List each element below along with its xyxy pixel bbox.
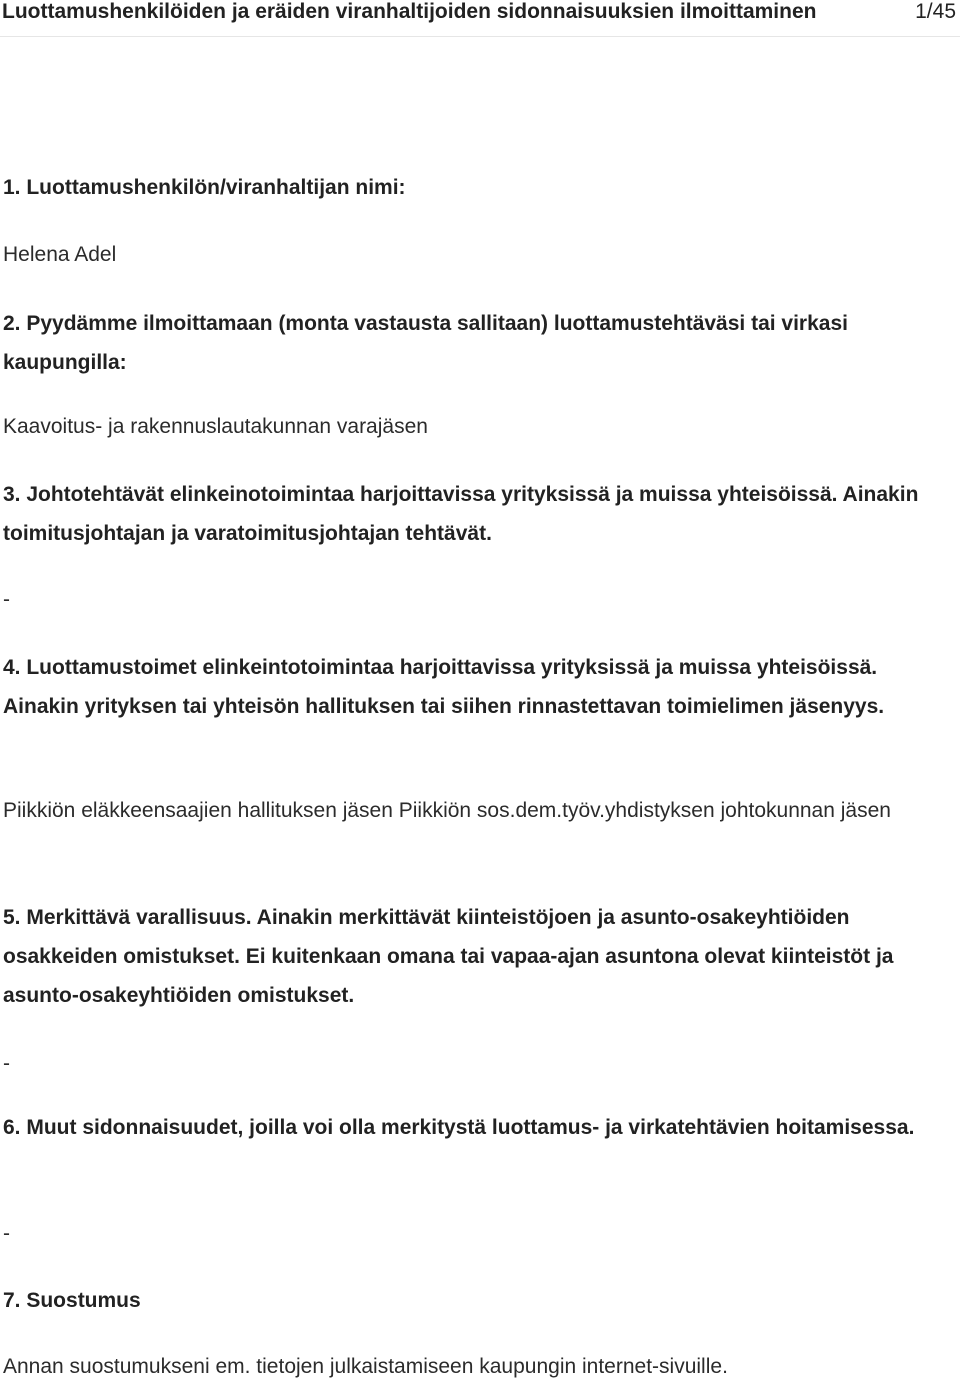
answer-2: Kaavoitus- ja rakennuslautakunnan varajäsen [3, 415, 428, 438]
answer-6: - [3, 1222, 10, 1245]
question-2: 2. Pyydämme ilmoittamaan (monta vastausta sallitaan) luottamustehtäväsi tai virkasi kaupungilla: [3, 312, 848, 374]
page-header [2, 0, 958, 24]
answer-3: - [3, 588, 10, 611]
answer-5: - [3, 1052, 10, 1075]
header-divider [0, 36, 960, 37]
question-1: 1. Luottamushenkilön/viranhaltijan nimi: [3, 176, 406, 199]
question-6: 6. Muut sidonnaisuudet, joilla voi olla merkitystä luottamus- ja virkatehtävien hoitamisessa. [3, 1116, 915, 1139]
question-7: 7. Suostumus [3, 1289, 141, 1312]
answer-1: Helena Adel [3, 243, 117, 266]
answer-4: Piikkiön eläkkeensaajien hallituksen jäsen Piikkiön sos.dem.työv.yhdistyksen johtokunnan jäsen [3, 799, 891, 822]
document-title: Luottamushenkilöiden ja eräiden viranhaltijoiden sidonnaisuuksien ilmoittaminen [2, 0, 817, 23]
answer-7: Annan suostumukseni em. tietojen julkaistamiseen kaupungin internet-sivuille. [3, 1355, 728, 1378]
page-number: 1/45 [915, 0, 956, 23]
question-5: 5. Merkittävä varallisuus. Ainakin merkittävät kiinteistöjoen ja asunto-osakeyhtiöiden osakkeiden omistukset. Ei kuitenkaan omana tai vapaa-ajan asuntona olevat kiinteistöt ja asunto-osakeyhtiöiden omistukset. [3, 906, 894, 1007]
question-4: 4. Luottamustoimet elinkeintotoimintaa harjoittavissa yrityksissä ja muissa yhteisöissä. Ainakin yrityksen tai yhteisön hallituksen tai siihen rinnastettavan toimielimen jäsenyys. [3, 656, 885, 718]
question-3: 3. Johtotehtävät elinkeinotoimintaa harjoittavissa yrityksissä ja muissa yhteisöissä. Ainakin toimitusjohtajan ja varatoimitusjohtajan tehtävät. [3, 483, 919, 545]
